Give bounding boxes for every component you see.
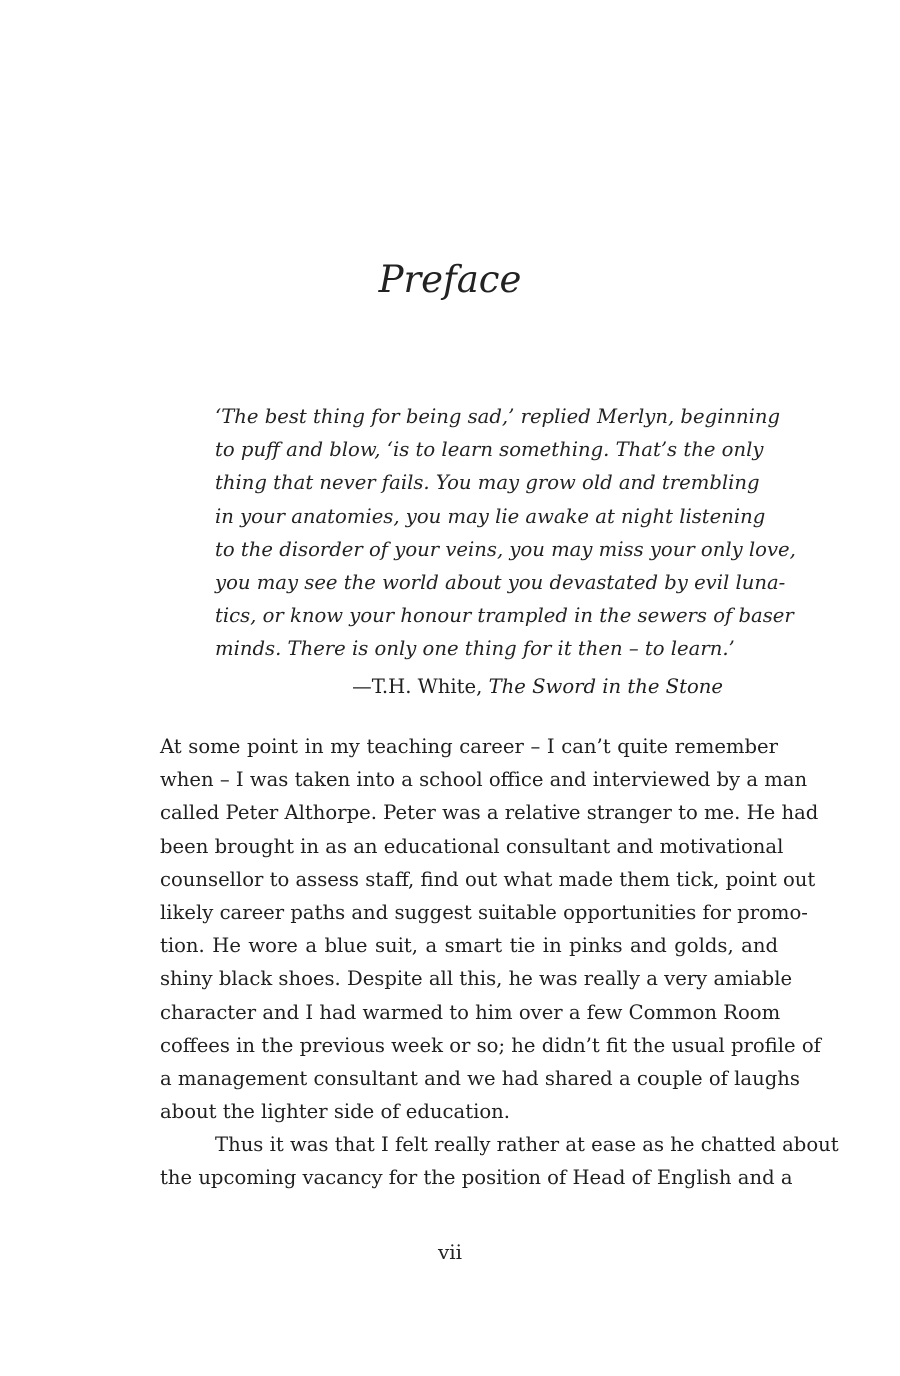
paragraph-1-line: coffees in the previous week or so; he didn’t fit the usual profile of xyxy=(160,1033,821,1057)
attribution-book-title: The Sword in the Stone xyxy=(488,675,723,698)
paragraph-1-line: counsellor to assess staff, find out what made them tick, point out xyxy=(160,867,816,891)
paragraph-1-line: character and I had warmed to him over a few Common Room xyxy=(160,1000,781,1024)
paragraph-2-line: the upcoming vacancy for the position of Head of English and a xyxy=(160,1166,793,1190)
epigraph-line: ‘The best thing for being sad,’ replied Merlyn, beginning xyxy=(215,405,781,428)
chapter-title: Preface xyxy=(378,258,522,301)
paragraph-1-line: about the lighter side of education. xyxy=(160,1100,510,1124)
paragraph-1-line: a management consultant and we had shared a couple of laughs xyxy=(160,1066,800,1090)
epigraph-attribution xyxy=(215,670,723,703)
epigraph-line: you may see the world about you devastated by evil luna- xyxy=(215,571,786,595)
paragraph-1-line: At some point in my teaching career – I can’t quite remember xyxy=(160,735,778,758)
epigraph-line: to the disorder of your veins, you may miss your only love, xyxy=(215,537,796,561)
epigraph-line: tics, or know your honour trampled in the sewers of baser xyxy=(215,604,794,628)
paragraph-1-line: when – I was taken into a school office and interviewed by a man xyxy=(160,768,808,792)
epigraph-line: in your anatomies, you may lie awake at night listening xyxy=(215,504,766,528)
epigraph xyxy=(215,400,796,666)
epigraph-line: thing that never fails. You may grow old and trembling xyxy=(215,471,760,495)
attribution-author: —T.H. White, xyxy=(352,675,489,698)
paragraph-1-line: likely career paths and suggest suitable opportunities for promo- xyxy=(160,900,808,924)
page-number: vii xyxy=(437,1240,463,1264)
paragraph-1-line: been brought in as an educational consultant and motivational xyxy=(160,834,784,858)
epigraph-line: to puff and blow, ‘is to learn something. That’s the only xyxy=(215,438,764,462)
epigraph-line: minds. There is only one thing for it then – to learn.’ xyxy=(215,637,735,661)
paragraph-1-line: called Peter Althorpe. Peter was a relative stranger to me. He had xyxy=(160,801,819,825)
paragraph-1-line: shiny black shoes. Despite all this, he was really a very amiable xyxy=(160,967,793,991)
paragraph-2-line: Thus it was that I felt really rather at ease as he chatted about xyxy=(215,1133,839,1157)
paragraph-1-line: tion. He wore a blue suit, a smart tie in pinks and golds, and xyxy=(160,934,778,958)
body-text xyxy=(160,730,839,1195)
